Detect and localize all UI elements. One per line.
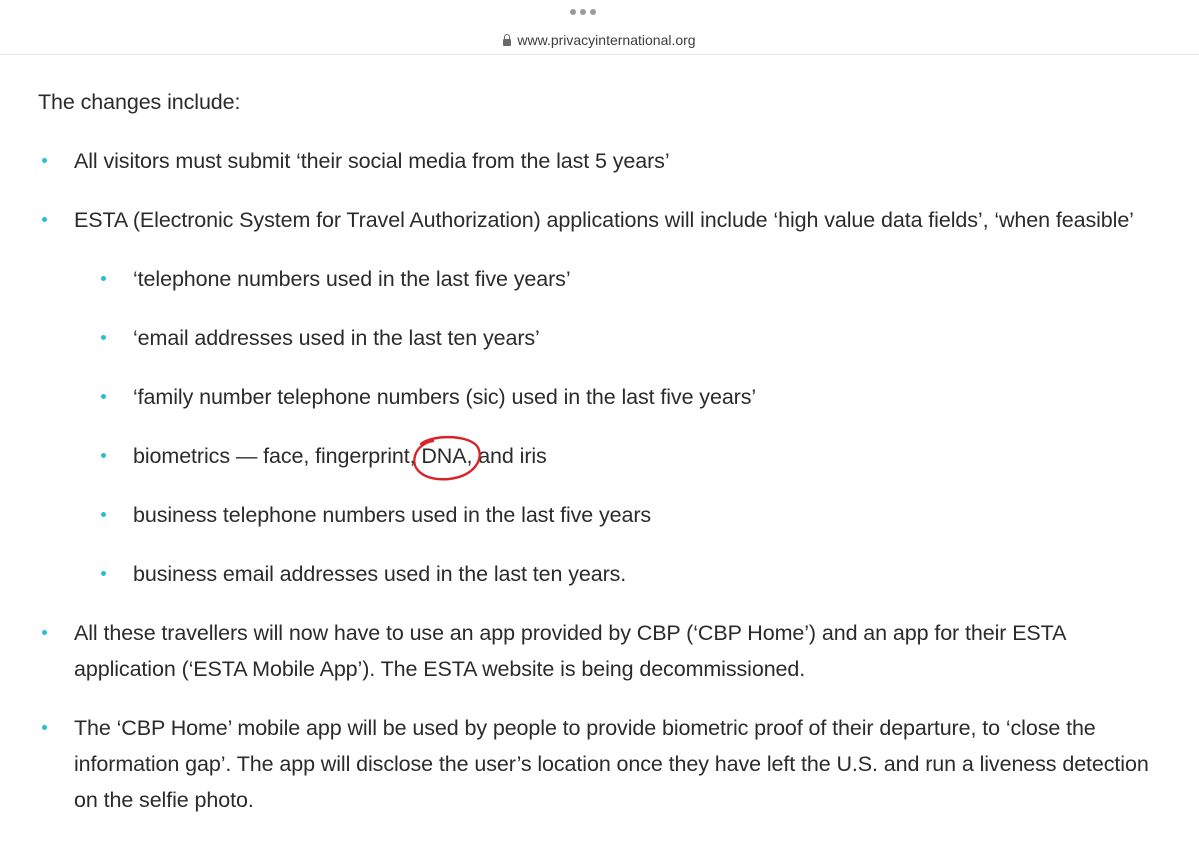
bullet-icon: [101, 512, 106, 517]
bullet-icon: [101, 335, 106, 340]
sublist-item-text: business telephone numbers used in the last five years: [133, 503, 652, 527]
bullet-icon: [42, 217, 47, 222]
browser-top-bar: [0, 0, 1199, 55]
more-options-icon[interactable]: [570, 9, 596, 15]
sublist-item-text-pre: biometrics — face, fingerprint,: [133, 444, 422, 468]
red-circle-annotation: [409, 434, 489, 488]
intro-text: The changes include:: [38, 90, 241, 114]
sublist-item: [97, 320, 1158, 356]
dot: [570, 9, 576, 15]
sublist-item: [97, 556, 1158, 592]
bullet-icon: [42, 630, 47, 635]
bullet-icon: [101, 571, 106, 576]
url-text: www.privacyinternational.org: [517, 32, 696, 48]
list-item: [38, 143, 1158, 179]
sublist-item: [97, 261, 1158, 297]
bullet-icon: [101, 394, 106, 399]
list-item: [38, 710, 1158, 818]
list-item-text: All these travellers will now have to use an app provided by CBP (‘CBP Home’) and an app for their ESTA application (‘ESTA Mobile App’). The ESTA website is being decommissioned.: [74, 621, 1066, 681]
sublist-item: [97, 497, 1158, 533]
dna-highlight: [421, 438, 466, 474]
sublist-item-text: ‘family number telephone numbers (sic) used in the last five years’: [133, 385, 757, 409]
highlight-text: DNA: [421, 444, 467, 468]
article-body: [38, 84, 1158, 818]
list-item: [38, 615, 1158, 687]
address-bar[interactable]: [0, 31, 1199, 49]
bullet-icon: [101, 276, 106, 281]
list-item-text: All visitors must submit ‘their social media from the last 5 years’: [74, 149, 670, 173]
sublist-item: [97, 438, 1158, 474]
sublist-item-text: business email addresses used in the last ten years.: [133, 562, 627, 586]
list-item-text: The ‘CBP Home’ mobile app will be used by people to provide biometric proof of their departure, to ‘close the information gap’. The app will disclose the user’s location once they have left the U.S. and run a liveness detection on the selfie photo.: [74, 716, 1149, 812]
bullet-icon: [42, 725, 47, 730]
bullet-icon: [42, 158, 47, 163]
list-item-text: ESTA (Electronic System for Travel Authorization) applications will include ‘high value data fields’, ‘when feasible’: [74, 208, 1134, 232]
dot: [580, 9, 586, 15]
sublist-item-text-post: , and iris: [466, 444, 547, 468]
sublist-item-text: ‘email addresses used in the last ten years’: [133, 326, 540, 350]
bullet-icon: [101, 453, 106, 458]
lock-icon: [503, 39, 511, 46]
list-item: [38, 202, 1158, 592]
sublist-item-text: ‘telephone numbers used in the last five years’: [133, 267, 571, 291]
dot: [590, 9, 596, 15]
changes-list: [38, 143, 1158, 818]
data-fields-sublist: [38, 261, 1158, 592]
sublist-item: [97, 379, 1158, 415]
